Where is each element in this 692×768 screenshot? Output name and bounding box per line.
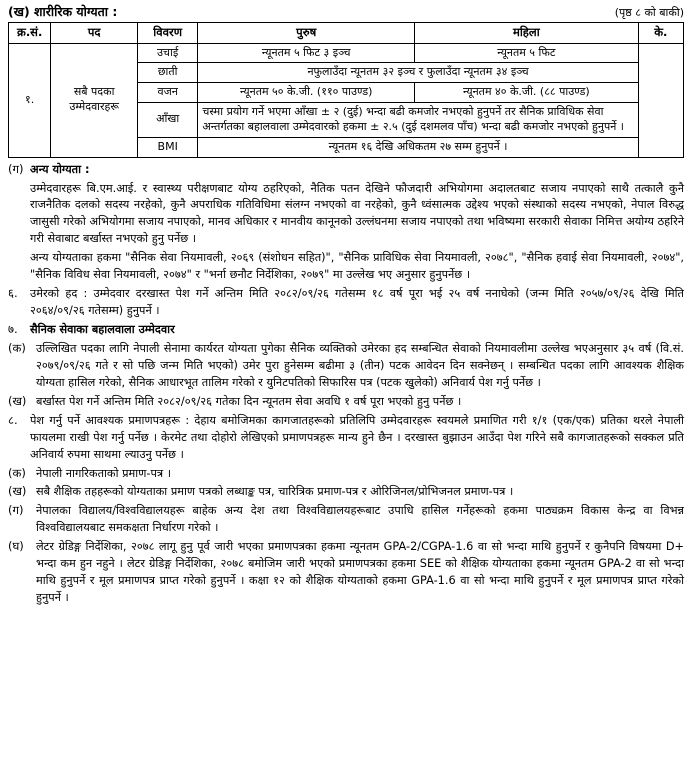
table-row bbox=[9, 43, 684, 63]
paragraph-text: लेटर ग्रेडिङ्ग निर्देशिका, २०७८ लागू हुनु पूर्व जारी भएका प्रमाणपत्रका हकमा न्यूनतम GPA-2/CGPA-1.6 वा सो भन्दा माथि हुनुपर्ने र कुनैपनि विषयमा D+ भन्दा कम हुन नहुने । लेटर ग्रेडिङ्ग निर्देशिका, २०७८ बमोजिम जारी भएको प्रमाणपत्रका हकमा SEE को शैक्षिक योग्यताका हकमा न्यूनतम GPA-2 वा सो भन्दा माथि हुनुपर्ने र मूल प्रमाणपत्र प्राप्त गरेको हुनुपर्ने । कक्षा १२ को शैक्षिक योग्यताको हकमा GPA-1.6 वा सो भन्दा माथि हुनुपर्ने र मूल प्रमाणपत्र प्राप्त गरेको हुनुपर्ने । bbox=[36, 540, 684, 605]
cell-female-weight: न्यूनतम ४० के.जी. (८८ पाउण्ड) bbox=[414, 83, 638, 103]
cell-male-height: न्यूनतम ५ फिट ३ इञ्च bbox=[198, 43, 415, 63]
section-title: शारीरिक योग्यता : bbox=[34, 4, 118, 19]
paragraph-serving-kha bbox=[8, 394, 684, 411]
marker: ७. bbox=[8, 322, 18, 337]
paragraph-text: अन्य योग्यताका हकमा "सैनिक सेवा नियमावली, २०६९ (संशोधन सहित)", "सैनिक प्राविधिक सेवा नियमावली, २०७८", "सैनिक हवाई सेवा नियमावली, २०७४", "सैनिक विविध सेवा नियमावली, २०७४" र "भर्ना छनौट निर्देशिका, २०७९" मा उल्लेख भए अनुसार हुनुपर्नेछ । bbox=[30, 251, 684, 282]
paragraph-doc-ka bbox=[8, 466, 684, 483]
marker: (ग) bbox=[8, 503, 24, 518]
cell-criterion-eye: आँखा bbox=[137, 103, 197, 138]
marker: ६. bbox=[8, 286, 18, 301]
cell-female-height: न्यूनतम ५ फिट bbox=[414, 43, 638, 63]
th-sn: क्र.सं. bbox=[9, 23, 51, 44]
cell-post: सबै पदका उम्मेदवारहरू bbox=[51, 43, 138, 157]
section-marker: (ख) bbox=[8, 4, 30, 19]
physical-requirements-table bbox=[8, 22, 684, 158]
marker: (ख) bbox=[8, 484, 27, 499]
section-serving-candidates-heading bbox=[8, 322, 684, 339]
cell-male-weight: न्यूनतम ५० के.जी. (११० पाउण्ड) bbox=[198, 83, 415, 103]
section-age-limit bbox=[8, 286, 684, 320]
table-header-row bbox=[9, 23, 684, 44]
th-female: महिला bbox=[414, 23, 638, 44]
paragraph-text: नेपाली नागरिकताको प्रमाण-पत्र । bbox=[36, 466, 172, 480]
paragraph-text: उम्मेदवारहरू बि.एम.आई. र स्वास्थ्य परीक्षणबाट योग्य ठहरिएको, नैतिक पतन देखिने फौजदारी अभियोगमा अदालतबाट सजाय नपाएको साथै तत्कालै कुनै राजनैतिक दलको सदस्य नरहेको, कुनै अपराधिक गतिविधिमा संलग्न नभएको वा नरहेको, कुनै ध्वंसात्मक उद्देश्य भएको संस्थाको सदस्य नभएको, नेपाल विरुद्ध जासुसी गरेको अभियोगमा सजाय नपाएको, मानव अधिकार र मानवीय कानूनको उल्लंघनमा सजाय नपाएको तथा भविष्यमा सरकारी सेवाका निमित्त अयोग्य ठहरिने गरी सेवाबाट बर्खास्त नभएको हुनु पर्नेछ । bbox=[30, 181, 684, 246]
paragraph-serving-ka bbox=[8, 341, 684, 392]
cell-bmi-value: न्यूनतम १६ देखि अधिकतम २७ सम्म हुनुपर्ने । bbox=[198, 137, 638, 157]
cell-remarks bbox=[638, 43, 683, 157]
marker: (घ) bbox=[8, 539, 24, 554]
th-post: पद bbox=[51, 23, 138, 44]
cell-chest-value: नफुलाउँदा न्यूनतम ३२ इञ्च र फुलाउँदा न्यूनतम ३४ इञ्च bbox=[198, 63, 638, 83]
cell-sn: १. bbox=[9, 43, 51, 157]
th-male: पुरुष bbox=[198, 23, 415, 44]
marker: ८. bbox=[8, 412, 18, 427]
paragraph-text: सबै शैक्षिक तहहरूको योग्यताका प्रमाण पत्रको लब्धाङ्क पत्र, चारित्रिक प्रमाण-पत्र र ओरिजिनल/प्रोभिजनल प्रमाण-पत्र । bbox=[36, 485, 514, 499]
paragraph-doc-kha bbox=[8, 484, 684, 501]
cell-criterion-height: उचाई bbox=[137, 43, 197, 63]
cell-eye-value: चस्मा प्रयोग गर्ने भएमा आँखा ± २ (दुई) भन्दा बढी कमजोर नभएको हुनुपर्ने तर सैनिक प्राविधिक सेवा अन्तर्गतका बहालवाला उम्मेदवारको हकमा ± २.५ (दुई दशमलव पाँच) भन्दा बढी कमजोर नभएको हुनुपर्ने । bbox=[198, 103, 638, 138]
body-sections bbox=[8, 162, 684, 607]
section-other-qualification-heading bbox=[8, 162, 684, 179]
cell-criterion-bmi: BMI bbox=[137, 137, 197, 157]
page-continuation-note: (पृष्ठ ८ को बाकी) bbox=[614, 6, 684, 19]
marker: (ग) bbox=[8, 161, 24, 176]
th-criterion: विवरण bbox=[137, 23, 197, 44]
paragraph-other-qualification-2 bbox=[8, 250, 684, 284]
section-required-documents bbox=[8, 413, 684, 464]
paragraph-text: नेपालका विद्यालय/विश्वविद्यालयहरू बाहेक अन्य देश तथा विश्वविद्यालयहरूबाट उपाधि हासिल गर्नेहरूको हकमा पाठ्यक्रम विकास केन्द्र वा विभन्न विश्वविद्यालयबाट समकक्षता निर्धारण गरेको । bbox=[36, 504, 684, 535]
cell-criterion-chest: छाती bbox=[137, 63, 197, 83]
page-top-line bbox=[0, 0, 692, 22]
paragraph-text: उल्लिखित पदका लागि नेपाली सेनामा कार्यरत योग्यता पुगेका सैनिक व्यक्तिको उमेरका हद सम्बन्धित सेवाको नियमावलीमा उल्लेख भएअनुसार ३५ वर्ष (वि.सं. २०७९/०९/२६ गते र सो पछि जन्म मिति भएको) उमेर पुरा हुनेसम्म बढीमा ३ (तीन) पटक आवेदन दिन सक्नेछन् । सम्बन्धित पदका लागि आवश्यक शैक्षिक योग्यता हासिल गरेको, सैनिक आधारभूत तालिम गरेको र युनिटपतिको सिफारिस पत्र (पटक खुलेको) अनिवार्य पेश गर्नु पर्नेछ । bbox=[36, 341, 684, 389]
heading-text: सैनिक सेवाका बहालवाला उम्मेदवार bbox=[30, 323, 175, 337]
th-remarks: के. bbox=[638, 23, 683, 44]
section-heading bbox=[8, 3, 117, 20]
marker: (क) bbox=[8, 340, 26, 355]
paragraph-other-qualification-1 bbox=[8, 181, 684, 249]
cell-criterion-weight: वजन bbox=[137, 83, 197, 103]
marker: (क) bbox=[8, 465, 26, 480]
marker: (ख) bbox=[8, 393, 27, 408]
paragraph-doc-gha bbox=[8, 539, 684, 607]
paragraph-text: पेश गर्नु पर्ने आवश्यक प्रमाणपत्रहरू : देहाय बमोजिमका कागजातहरूको प्रतिलिपि उम्मेदवारहरू स्वयमले प्रमाणित गरी १/१ (एक/एक) प्रतिका थरले नेपाली फायलमा राखी पेश गर्नु पर्नेछ । केरमेट तथा दोहोरो लेखिएको प्रमाणपत्रहरू मान्य हुने छैन । दरखास्त बुझाउन आउँदा पेश गरिने सबै कागजातहरूको सक्कल प्रति अनिवार्य रुपमा साथमा ल्याउनु पर्नेछ । bbox=[30, 413, 684, 461]
paragraph-doc-ga bbox=[8, 503, 684, 537]
heading-text: अन्य योग्यता : bbox=[30, 162, 90, 176]
paragraph-text: उमेरको हद : उम्मेदवार दरखास्त पेश गर्ने अन्तिम मिति २०८२/०९/२६ गतेसम्म १८ वर्ष पूरा भई २५ वर्ष ननाघेको (जन्म मिति २०५७/०९/२६ देखि मिति २०६४/०९/२६ गतेसम्म) हुनुपर्ने । bbox=[30, 287, 684, 318]
paragraph-text: बर्खास्त पेश गर्ने अन्तिम मिति २०८२/०९/२६ गतेका दिन न्यूनतम सेवा अवधि १ वर्ष पूरा भएको हुनु पर्नेछ । bbox=[36, 394, 462, 408]
